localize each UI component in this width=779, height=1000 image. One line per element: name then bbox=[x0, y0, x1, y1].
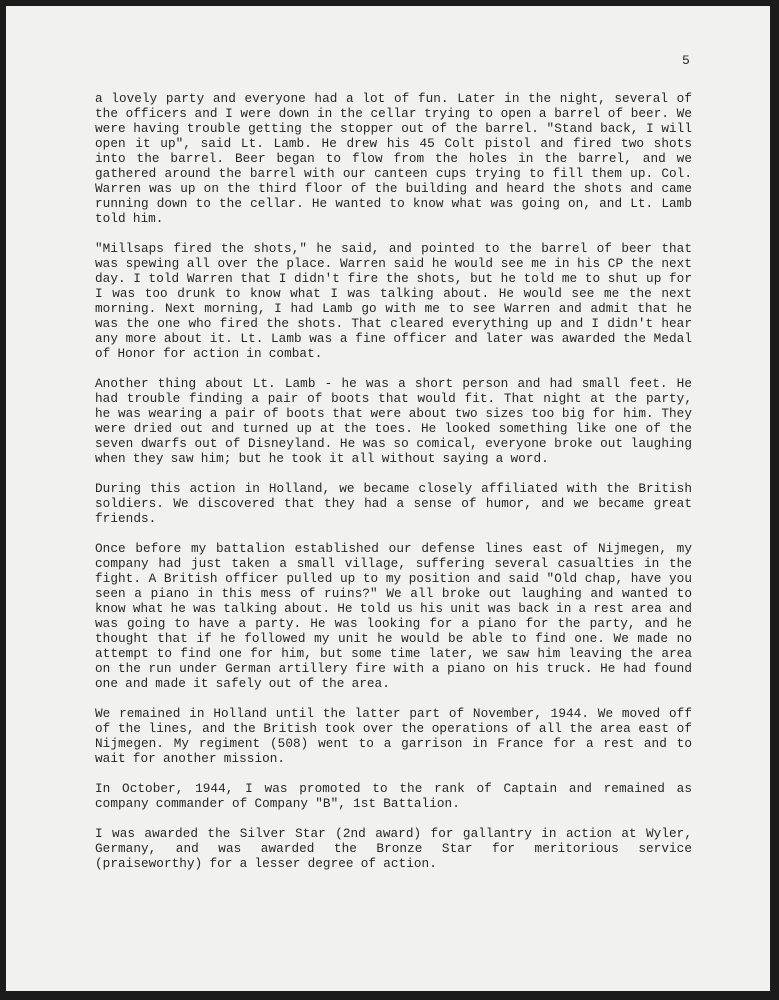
paragraph-4: During this action in Holland, we became closely affiliated with the British soldiers. We discovered that they had a sense of humor, and we became great friends. bbox=[95, 481, 692, 526]
document-page bbox=[6, 6, 770, 991]
paragraph-6: We remained in Holland until the latter part of November, 1944. We moved off of the lines, and the British took over the operations of all the area east of Nijmegen. My regiment (508) went to a garrison in France for a rest and to wait for another mission. bbox=[95, 706, 692, 766]
paragraph-2: "Millsaps fired the shots," he said, and pointed to the barrel of beer that was spewing all over the place. Warren said he would see me in his CP the next day. I told Warren that I didn't fire the shots, but he told me to shut up for I was too drunk to know what I was talking about. He would see me the next morning. Next morning, I had Lamb go with me to see Warren and admit that he was the one who fired the shots. That cleared everything up and I didn't hear any more about it. Lt. Lamb was a fine officer and later was awarded the Medal of Honor for action in combat. bbox=[95, 241, 692, 361]
paragraph-1: a lovely party and everyone had a lot of fun. Later in the night, several of the officers and I were down in the cellar trying to open a barrel of beer. We were having trouble getting the stopper out of the barrel. "Stand back, I will open it up", said Lt. Lamb. He drew his 45 Colt pistol and fired two shots into the barrel. Beer began to flow from the holes in the barrel, and we gathered around the barrel with our canteen cups trying to fill them up. Col. Warren was up on the third floor of the building and heard the shots and came running down to the cellar. He wanted to know what was going on, and Lt. Lamb told him. bbox=[95, 91, 692, 226]
paragraph-7: In October, 1944, I was promoted to the rank of Captain and remained as company commander of Company "B", 1st Battalion. bbox=[95, 781, 692, 811]
paragraph-5: Once before my battalion established our defense lines east of Nijmegen, my company had just taken a small village, suffering several casualties in the fight. A British officer pulled up to my position and said "Old chap, have you seen a piano in this mess of ruins?" We all broke out laughing and wanted to know what he was talking about. He told us his unit was back in a rest area and was going to have a party. He was looking for a piano for the party, and he thought that if he followed my unit he would be able to find one. We made no attempt to find one for him, but some time later, we saw him leaving the area on the run under German artillery fire with a piano on his truck. He had found one and made it safely out of the area. bbox=[95, 541, 692, 691]
paragraph-3: Another thing about Lt. Lamb - he was a short person and had small feet. He had trouble finding a pair of boots that would fit. That night at the party, he was wearing a pair of boots that were about two sizes too big for him. They were dried out and turned up at the toes. He looked something like one of the seven dwarfs out of Disneyland. He was so comical, everyone broke out laughing when they saw him; but he took it all without saying a word. bbox=[95, 376, 692, 466]
page-number: 5 bbox=[682, 53, 690, 68]
paragraph-8: I was awarded the Silver Star (2nd award) for gallantry in action at Wyler, Germany, and was awarded the Bronze Star for meritorious service (praiseworthy) for a lesser degree of action. bbox=[95, 826, 692, 871]
body-text bbox=[95, 91, 692, 886]
